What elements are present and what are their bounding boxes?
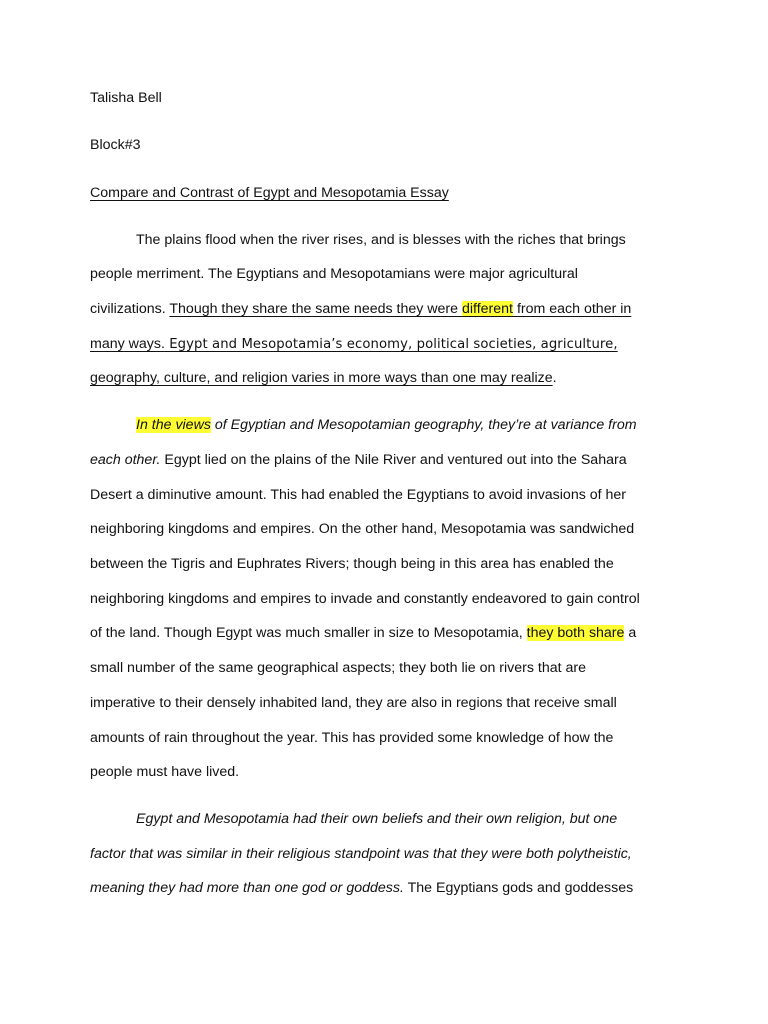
- p1-line-2: [90, 266, 690, 283]
- p3-line-1-text: Egypt and Mesopotamia had their own beliefs and their own religion, but one: [136, 811, 618, 827]
- p3-line-2-text: factor that was similar in their religious standpoint was that they were both polytheistic,: [90, 846, 632, 862]
- p1-line-1: [90, 232, 736, 249]
- p1-line-4b: Egypt and Mesopotamia’s economy, political societies, agriculture,: [164, 337, 618, 352]
- highlight-they-both-share: they both share: [526, 625, 625, 641]
- p1-line-3b: Though they share the same needs they were: [169, 301, 462, 317]
- p1-line-4a: many ways.: [90, 336, 165, 352]
- p1-line-5b: .: [552, 370, 557, 386]
- p2-line-3: [90, 487, 690, 504]
- p3-line-2: [90, 846, 690, 863]
- p1-line-3: [90, 301, 690, 318]
- p3-line-3: [90, 880, 690, 897]
- p2-line-9-text: imperative to their densely inhabited land, they are also in regions that receive small: [90, 695, 617, 711]
- p2-line-8: [90, 660, 690, 677]
- p2-line-5-text: between the Tigris and Euphrates Rivers; though being in this area has enabled the: [90, 556, 614, 572]
- p2-line-10-text: amounts of rain throughout the year. This has provided some knowledge of how the: [90, 730, 614, 746]
- p2-line-9: [90, 695, 690, 712]
- highlight-in-the-views: In the views: [136, 417, 211, 433]
- p2-line-4-text: neighboring kingdoms and empires. On the other hand, Mesopotamia was sandwiched: [90, 521, 635, 537]
- p2-line-8-text: small number of the same geographical aspects; they both lie on rivers that are: [90, 660, 587, 676]
- p1-line-2-text: people merriment. The Egyptians and Mesopotamians were major agricultural: [90, 266, 578, 282]
- p2-line-1: [90, 417, 736, 434]
- p2-line-6-text: neighboring kingdoms and empires to invade and constantly endeavored to gain control: [90, 591, 640, 607]
- p1-line-1-text: The plains flood when the river rises, and is blesses with the riches that brings: [136, 232, 626, 248]
- p1-line-3a: civilizations.: [90, 301, 170, 317]
- block-label: [90, 137, 690, 154]
- p3-line-3a: meaning they had more than one god or goddess.: [90, 880, 404, 896]
- author-name: [90, 90, 690, 107]
- p1-line-5: [90, 370, 690, 387]
- essay-title: [90, 185, 690, 202]
- p2-line-7a: of the land. Though Egypt was much smaller in size to Mesopotamia,: [90, 625, 527, 641]
- p2-line-10: [90, 730, 690, 747]
- p2-line-3-text: Desert a diminutive amount. This had enabled the Egyptians to avoid invasions of her: [90, 487, 627, 503]
- p2-line-5: [90, 556, 690, 573]
- p3-line-3b: The Egyptians gods and goddesses: [403, 880, 634, 896]
- block-text: Block#3: [90, 137, 141, 153]
- p2-line-4: [90, 521, 690, 538]
- p2-line-7: [90, 625, 690, 642]
- p2-line-11-text: people must have lived.: [90, 764, 240, 780]
- p2-line-2: [90, 452, 690, 469]
- p2-line-6: [90, 591, 690, 608]
- p2-line-7b: a: [624, 625, 637, 641]
- p3-line-1: [90, 811, 736, 828]
- essay-title-text: Compare and Contrast of Egypt and Mesopotamia Essay: [90, 185, 449, 201]
- highlight-different: different: [461, 301, 513, 317]
- p2-line-2a: each other.: [90, 452, 161, 468]
- p1-line-3c: from each other in: [513, 301, 632, 317]
- p1-line-4: [90, 336, 690, 353]
- p1-thesis-underline: [169, 301, 631, 317]
- p2-line-1a: of Egyptian and Mesopotamian geography, they’re at variance from: [210, 417, 637, 433]
- p1-line-4-underline: [90, 336, 618, 352]
- p1-line-5a: geography, culture, and religion varies in more ways than one may realize: [90, 370, 553, 386]
- p2-line-2b: Egypt lied on the plains of the Nile River and ventured out into the Sahara: [160, 452, 627, 468]
- p2-line-11: [90, 764, 690, 781]
- author-text: Talisha Bell: [90, 90, 162, 106]
